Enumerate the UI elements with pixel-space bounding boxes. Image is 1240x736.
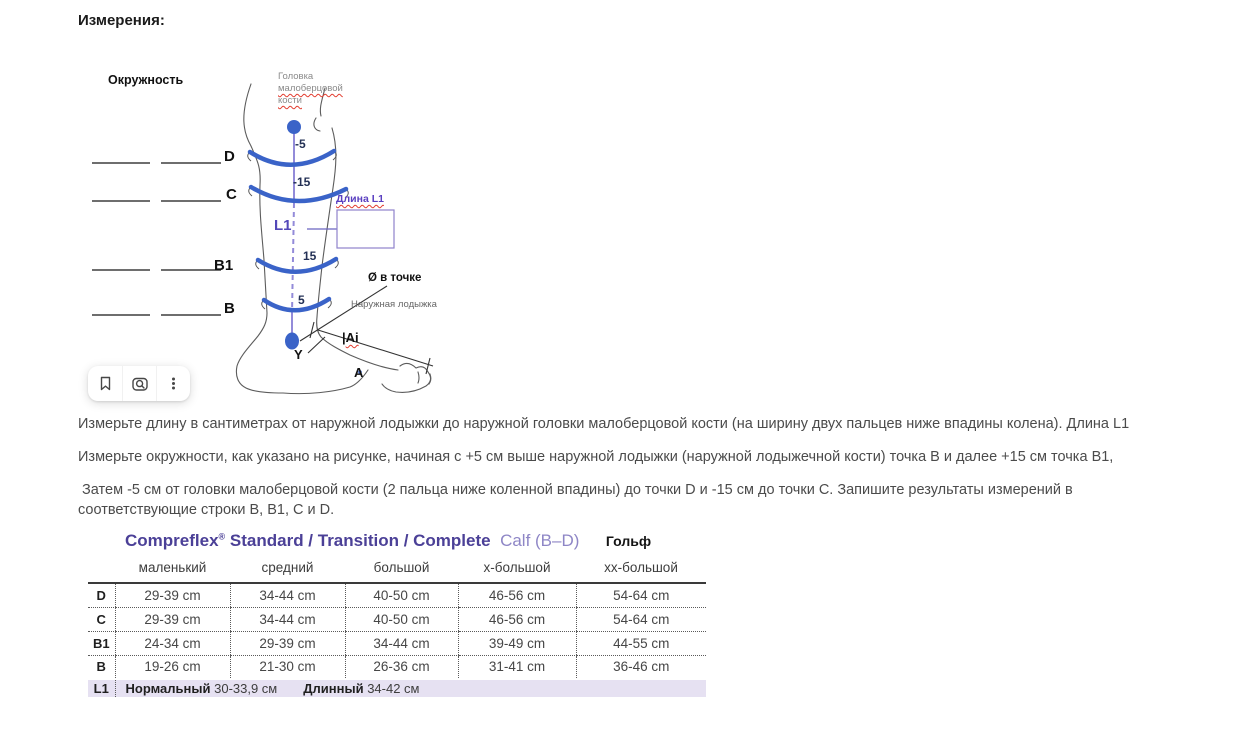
instruction-paragraph: Измерьте длину в сантиметрах от наружной лодыжки до наружной головки малоберцовой кости (на ширину двух пальцев ниже впадины колена). Длина L1 bbox=[78, 416, 1130, 432]
circumference-label: Окружность bbox=[108, 73, 184, 87]
size-table-title bbox=[125, 531, 708, 551]
size-cell: 44-55 cm bbox=[576, 631, 706, 655]
size-table-section bbox=[88, 531, 708, 697]
y-point-label: Y bbox=[294, 347, 303, 362]
size-cell: 29-39 cm bbox=[230, 631, 345, 655]
size-cell: 34-44 cm bbox=[230, 583, 345, 607]
size-cell: 46-56 cm bbox=[458, 607, 576, 631]
instruction-paragraph: Затем -5 см от головки малоберцовой кости (2 пальца ниже коленной впадины) до точки D и -15 см до точки C. Запишите результаты измерений в соответствующие строки B, B1, C и D. bbox=[78, 482, 1077, 518]
l1-length-values: Нормальный 30-33,9 см Длинный 34-42 см bbox=[115, 679, 706, 697]
column-header: хх-большой bbox=[576, 560, 706, 583]
write-in-lines bbox=[92, 163, 221, 315]
table-row bbox=[88, 583, 706, 607]
image-toolbar bbox=[88, 366, 190, 401]
point-label-d: D bbox=[224, 148, 235, 165]
l1-line-label: L1 bbox=[274, 217, 292, 234]
size-cell: 40-50 cm bbox=[345, 583, 458, 607]
size-cell: 31-41 cm bbox=[458, 655, 576, 679]
size-table bbox=[88, 560, 706, 697]
table-row bbox=[88, 607, 706, 631]
size-cell: 40-50 cm bbox=[345, 607, 458, 631]
point-label-c: C bbox=[226, 186, 237, 203]
size-cell: 34-44 cm bbox=[230, 607, 345, 631]
size-cell: 54-64 cm bbox=[576, 583, 706, 607]
more-icon bbox=[165, 375, 182, 392]
leg-sketch bbox=[88, 70, 453, 405]
size-cell: 36-46 cm bbox=[576, 655, 706, 679]
point-label-b1: B1 bbox=[214, 257, 234, 274]
leg-measurement-diagram bbox=[88, 70, 453, 405]
size-cell: 26-36 cm bbox=[345, 655, 458, 679]
offset-c: -15 bbox=[293, 175, 311, 189]
l1-length-row bbox=[88, 679, 706, 697]
row-label: C bbox=[88, 607, 115, 631]
offset-d: -5 bbox=[295, 137, 306, 151]
point-label-b: B bbox=[224, 300, 235, 317]
product-name: Compreflex® Standard / Transition / Complete bbox=[125, 531, 491, 550]
size-cell: 24-34 cm bbox=[115, 631, 230, 655]
product-variant: Calf (B–D) bbox=[500, 531, 580, 550]
ai-measure-label: |Ai bbox=[342, 330, 359, 345]
outer-ankle-label: Наружная лодыжка bbox=[351, 299, 437, 310]
visual-search-button[interactable] bbox=[122, 366, 156, 401]
offset-b: 5 bbox=[298, 293, 305, 307]
size-cell: 34-44 cm bbox=[345, 631, 458, 655]
product-type-label: Гольф bbox=[605, 533, 652, 549]
size-cell: 54-64 cm bbox=[576, 607, 706, 631]
size-cell: 29-39 cm bbox=[115, 607, 230, 631]
leg-outline bbox=[236, 84, 430, 394]
size-cell: 19-26 cm bbox=[115, 655, 230, 679]
size-cell: 46-56 cm bbox=[458, 583, 576, 607]
l1-callout-box bbox=[337, 210, 394, 248]
bookmark-icon bbox=[97, 375, 114, 392]
row-label: B bbox=[88, 655, 115, 679]
fibula-head-label: Головка малоберцовой кости bbox=[278, 71, 343, 106]
a-point-label: A bbox=[354, 365, 364, 380]
column-header: средний bbox=[230, 560, 345, 583]
table-row bbox=[88, 631, 706, 655]
size-table-header-row bbox=[88, 560, 706, 583]
size-cell: 29-39 cm bbox=[115, 583, 230, 607]
column-header: х-большой bbox=[458, 560, 576, 583]
fibula-head-dot bbox=[287, 120, 301, 134]
row-label: L1 bbox=[88, 679, 115, 697]
table-row bbox=[88, 655, 706, 679]
instruction-paragraph: Измерьте окружности, как указано на рисунке, начиная с +5 см выше наружной лодыжки (наружной лодыжечной кости) точка B и далее +15 см точка B1, bbox=[78, 449, 1114, 465]
instructions bbox=[78, 414, 1160, 533]
size-cell: 21-30 cm bbox=[230, 655, 345, 679]
column-header: маленький bbox=[115, 560, 230, 583]
visual-search-icon bbox=[131, 375, 149, 393]
length-l1-label: Длина L1 bbox=[336, 193, 384, 205]
corner-cell bbox=[88, 560, 115, 583]
offset-b1: 15 bbox=[303, 249, 317, 263]
row-label: D bbox=[88, 583, 115, 607]
diameter-at-point-label: Ø в точке bbox=[368, 272, 422, 284]
more-options-button[interactable] bbox=[156, 366, 190, 401]
row-label: B1 bbox=[88, 631, 115, 655]
size-cell: 39-49 cm bbox=[458, 631, 576, 655]
page-title: Измерения: bbox=[78, 12, 165, 29]
column-header: большой bbox=[345, 560, 458, 583]
bookmark-button[interactable] bbox=[88, 366, 122, 401]
